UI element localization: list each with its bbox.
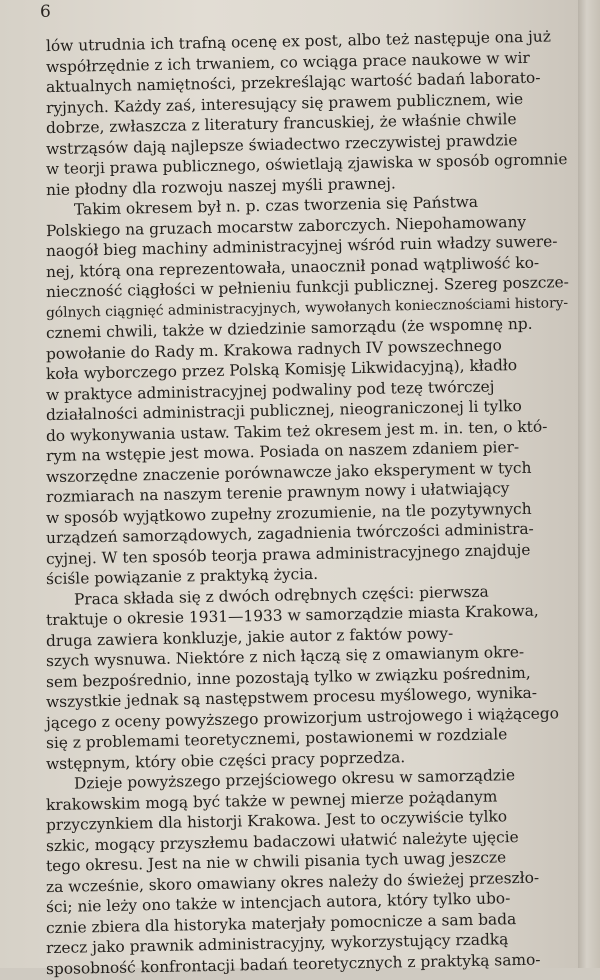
text-line: cyjnej. W ten sposób teorja prawa administracyjnego znajduje (45, 540, 531, 568)
text-line: wszorzędne znaczenie porównawcze jako eksperyment w tych (45, 458, 532, 486)
page-number: 6 (40, 2, 51, 22)
text-line: rozmiarach na naszym terenie prawnym nowy i ułatwiający (45, 479, 510, 507)
text-line: działalności administracji publicznej, nieograniczonej li tylko (45, 396, 522, 425)
text-line: Dzieje powyższego przejściowego okresu w samorządzie (73, 766, 516, 793)
text-line: krakowskim mogą być także w pewnej mierze pożądanym (45, 786, 498, 814)
text-line: nej, którą ona reprezentowała, unaocznił ponad wątpliwość ko- (45, 253, 540, 281)
text-line: rzecz jako prawnik administracyjny, wykorzystujący rzadką (45, 930, 509, 958)
text-line: gólnych ciągnięć administracyjnych, wywołanych koniecznościami history- (45, 294, 569, 321)
text-line: wszystkie jednak są następstwem procesu myślowego, wynika- (45, 683, 538, 712)
text-line: powołanie do Rady m. Krakowa radnych IV powszechnego (45, 335, 503, 363)
text-line: cznie zbiera dla historyka materjały pomocnicze a sam bada (45, 909, 517, 937)
text-line: Praca składa się z dwóch odrębnych części: pierwsza (73, 582, 489, 609)
text-line: koła wyborczego przez Polską Komisję Likwidacyjną), kładło (45, 356, 518, 384)
text-line: traktuje o okresie 1931—1933 w samorządzie miasta Krakowa, (45, 601, 539, 630)
text-line: rym na wstępie jest mowa. Posiada on naszem zdaniem pier- (45, 438, 520, 466)
text-line: za wcześnie, skoro omawiany okres należy do świeżej przeszło- (45, 868, 540, 896)
text-line: nieczność ciągłości w pełnieniu funkcji publicznej. Szereg poszcze- (45, 273, 570, 302)
text-line: szych wysnuwa. Niektóre z nich łączą się z omawianym okre- (45, 642, 525, 671)
text-line: do wykonywania ustaw. Takim też okresem jest m. in. ten, o któ- (45, 416, 548, 445)
text-line: ryjnych. Każdy zaś, interesujący się prawem publicznem, wie (45, 89, 524, 117)
text-line: cznemi chwili, także w dziedzinie samorządu (że wspomnę np. (45, 314, 533, 343)
text-line: lów utrudnia ich trafną ocenę ex post, albo też następuje ona już (45, 27, 552, 56)
text-line: Takim okresem był n. p. czas tworzenia się Państwa (73, 192, 479, 219)
text-line: w praktyce administracyjnej podwaliny pod tezę twórczej (45, 377, 495, 404)
text-line: współrzędnie z ich trwaniem, co wciąga prace naukowe w wir (45, 48, 530, 76)
text-line: w teorji prawa publicznego, oświetlają zjawiska w sposób ogromnie (45, 150, 568, 179)
body-text (0, 27, 578, 980)
text-line: przyczynkiem dla historji Krakowa. Jest to oczywiście tylko (45, 807, 508, 835)
text-line: sem bezpośrednio, inne pozostają tylko w związku pośrednim, (45, 663, 531, 691)
text-line: naogół bieg machiny administracyjnej wśród ruin władzy suwere- (45, 232, 558, 261)
text-line: ści; nie leży ono także w intencjach autora, który tylko ubo- (45, 889, 511, 917)
text-line: szkic, mogący przyszłemu badaczowi ułatwić należyte ujęcie (45, 827, 519, 855)
text-line: wstępnym, który obie części pracy poprzedza. (45, 747, 406, 773)
paragraph-2 (0, 192, 578, 591)
text-line: sposobność konfrontacji badań teoretycznych z praktyką samo- (45, 950, 541, 978)
text-line: wstrząsów dają najlepsze świadectwo rzeczywistej prawdzie (45, 130, 518, 158)
text-line: druga zawiera konkluzje, jakie autor z faktów powy- (45, 623, 454, 650)
text-line: w sposób wyjątkowo zupełny zrozumienie, na tle pozytywnych (45, 499, 532, 527)
paragraph-4 (0, 766, 578, 980)
text-line: nie płodny dla rozwoju naszej myśli prawnej. (45, 173, 397, 199)
text-line: dobrze, zwłaszcza z literatury francuskiej, że właśnie chwile (45, 110, 517, 138)
adjacent-page-edge (578, 0, 600, 968)
text-line: Polskiego na gruzach mocarstw zaborczych. Niepohamowany (45, 212, 527, 240)
paragraph-1 (0, 27, 578, 201)
text-line: się z problemami teoretycznemi, postawionemi w rozdziale (45, 725, 508, 753)
text-line: tego okresu. Jest na nie w chwili pisania tych uwag jeszcze (45, 848, 507, 876)
text-line: aktualnych namiętności, przekreślając wartość badań laborato- (45, 68, 541, 97)
text-line: jącego z oceny powyższego prowizorjum ustrojowego i wiążącego (45, 703, 560, 732)
text-line: urządzeń samorządowych, zagadnienia twórczości administra- (45, 519, 534, 548)
paragraph-3 (0, 582, 578, 776)
text-line: ściśle powiązanie z praktyką życia. (45, 564, 319, 589)
